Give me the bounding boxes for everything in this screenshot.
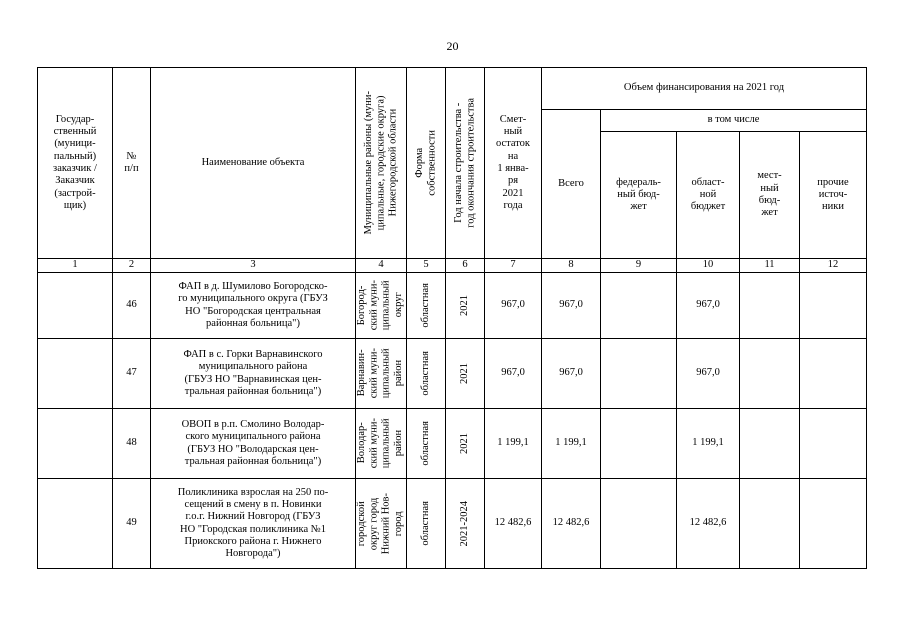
text-line: го муниципального округа (ГБУЗ — [178, 293, 328, 305]
district-text — [356, 493, 405, 554]
text-line: район — [393, 360, 405, 387]
text-line: Нижний Нов- — [381, 492, 392, 555]
text-line: ципальный — [381, 280, 392, 331]
table-row — [38, 479, 867, 569]
text-line: заказчик / — [53, 163, 97, 174]
ownership-cell — [407, 273, 446, 339]
table-row — [38, 409, 867, 479]
ownership-text: областная — [419, 421, 431, 466]
regional-value: 12 482,6 — [677, 479, 740, 569]
text-line: (ГБУЗ НО "Володарская цен- — [187, 443, 319, 455]
column-number: 6 — [446, 259, 485, 273]
header-estimate-text — [487, 114, 539, 212]
text-line: жет — [630, 201, 647, 213]
text-line: округ город — [368, 497, 380, 550]
regional-value: 1 199,1 — [677, 409, 740, 479]
header-ownership — [407, 68, 446, 259]
text-line: ный бюд- — [617, 188, 660, 200]
text-line: ники — [822, 201, 844, 213]
header-total: Всего — [542, 110, 601, 259]
text-line: Приокского района г. Нижнего — [184, 535, 322, 547]
text-line: прочие — [817, 176, 849, 188]
column-number: 11 — [740, 259, 800, 273]
column-number: 8 — [542, 259, 601, 273]
text-line: год окончания строительства — [465, 98, 476, 228]
column-number: 2 — [113, 259, 151, 273]
years-cell — [446, 479, 485, 569]
text-line: Смет- — [499, 113, 527, 125]
years-text: 2021 — [458, 295, 470, 316]
regional-value: 967,0 — [677, 273, 740, 339]
header-no — [113, 68, 151, 259]
text-line: ского муниципального района — [185, 431, 321, 443]
text-line: город — [393, 511, 405, 536]
text-line: НО "Богородская центральная — [185, 305, 321, 317]
row-number: 46 — [113, 273, 151, 339]
text-line: Нижегородской области — [387, 109, 399, 217]
header-estimate — [485, 68, 542, 259]
district-cell — [356, 339, 407, 409]
column-number: 5 — [407, 259, 446, 273]
header-including: в том числе — [601, 110, 867, 132]
row-number: 49 — [113, 479, 151, 569]
header-customer — [38, 68, 113, 259]
text-line: ной — [699, 188, 717, 200]
header-local — [740, 132, 800, 259]
text-line: Варнавин- — [356, 350, 368, 397]
text-line: ципальный — [381, 348, 392, 399]
text-line: ственный — [53, 126, 97, 138]
text-line: собственности — [426, 130, 437, 196]
text-line: Богород- — [356, 285, 368, 326]
text-line: област- — [691, 176, 725, 188]
federal-value — [601, 409, 677, 479]
header-local-text — [742, 170, 797, 219]
estimate-value: 967,0 — [485, 339, 542, 409]
text-line: Поликлиника взрослая на 250 по- — [177, 486, 329, 498]
total-value: 1 199,1 — [542, 409, 601, 479]
row-number: 47 — [113, 339, 151, 409]
ownership-text: областная — [419, 283, 431, 328]
column-number: 10 — [677, 259, 740, 273]
text-line: федераль- — [616, 176, 661, 188]
text-line: ципальные, городские округа) — [374, 95, 386, 231]
text-line: ОВОП в р.п. Смолино Володар- — [181, 418, 325, 430]
district-text — [356, 418, 405, 468]
ownership-text: областная — [419, 351, 431, 396]
federal-value — [601, 339, 677, 409]
text-line: ный — [503, 126, 523, 138]
column-number: 7 — [485, 259, 542, 273]
other-value — [800, 273, 867, 339]
text-line: источ- — [818, 188, 848, 200]
object-name — [151, 479, 356, 569]
text-line: тральная районная больница") — [184, 385, 322, 397]
header-years-text — [453, 98, 478, 228]
text-line: Год начала строительства - — [452, 102, 464, 224]
text-line: ря — [507, 175, 519, 187]
text-line: пальный) — [53, 150, 97, 162]
text-line: п/п — [124, 163, 139, 174]
local-value — [740, 273, 800, 339]
text-line: щик) — [63, 199, 87, 211]
column-number: 12 — [800, 259, 867, 273]
text-line: г.о.г. Нижний Новгород (ГБУЗ — [185, 511, 321, 523]
text-line: ФАП в д. Шумилово Богородско- — [178, 280, 328, 292]
object-name — [151, 409, 356, 479]
district-cell — [356, 273, 407, 339]
text-line: 2021 — [502, 187, 524, 199]
text-line: Муниципальные районы (муни- — [362, 91, 374, 235]
header-ownership-text — [414, 130, 439, 196]
ownership-cell — [407, 479, 446, 569]
customer-cell — [38, 273, 113, 339]
text-line: мест- — [757, 170, 782, 182]
table-row — [38, 339, 867, 409]
header-regional-text — [679, 177, 737, 214]
district-cell — [356, 409, 407, 479]
text-line: Володар- — [356, 422, 368, 465]
funding-table — [37, 67, 867, 569]
object-name — [151, 339, 356, 409]
estimate-value: 1 199,1 — [485, 409, 542, 479]
years-cell — [446, 409, 485, 479]
other-value — [800, 409, 867, 479]
text-line: 1 янва- — [497, 163, 529, 174]
header-districts-text — [363, 91, 400, 234]
header-years — [446, 68, 485, 259]
ownership-cell — [407, 339, 446, 409]
text-line: ский муни- — [368, 348, 380, 399]
years-text: 2021 — [458, 433, 470, 454]
column-number-row — [38, 259, 867, 273]
years-cell — [446, 273, 485, 339]
text-line: бюд- — [758, 195, 781, 206]
customer-cell — [38, 479, 113, 569]
customer-cell — [38, 339, 113, 409]
header-federal — [601, 132, 677, 259]
column-number: 1 — [38, 259, 113, 273]
text-line: НО "Городская поликлиника №1 — [179, 523, 326, 535]
header-no-text — [115, 151, 148, 176]
header-object-name: Наименование объекта — [151, 68, 356, 259]
text-line: район — [393, 430, 405, 457]
column-number: 9 — [601, 259, 677, 273]
other-value — [800, 479, 867, 569]
object-name — [151, 273, 356, 339]
row-number: 48 — [113, 409, 151, 479]
text-line: остаток — [495, 138, 531, 150]
text-line: сещений в смену в п. Новинки — [184, 498, 322, 510]
table-row — [38, 273, 867, 339]
text-line: ский муни- — [368, 418, 380, 469]
text-line: на — [507, 150, 519, 162]
total-value: 967,0 — [542, 273, 601, 339]
header-federal-text — [603, 177, 674, 214]
page-number: 20 — [446, 39, 459, 53]
customer-cell — [38, 409, 113, 479]
text-line: муниципального района — [198, 361, 308, 373]
years-cell — [446, 339, 485, 409]
text-line: Заказчик — [55, 175, 95, 187]
text-line: районная больница") — [206, 317, 300, 329]
text-line: № — [126, 150, 137, 162]
local-value — [740, 479, 800, 569]
text-line: ФАП в с. Горки Варнавинского — [183, 348, 323, 360]
years-text: 2021 — [458, 363, 470, 384]
text-line: Новгорода") — [225, 548, 281, 560]
header-regional — [677, 132, 740, 259]
text-line: (застрой- — [54, 187, 96, 199]
local-value — [740, 409, 800, 479]
total-value: 12 482,6 — [542, 479, 601, 569]
header-other-text — [802, 177, 864, 214]
total-value: 967,0 — [542, 339, 601, 409]
district-text — [356, 280, 405, 330]
text-line: года — [503, 199, 523, 211]
estimate-value: 967,0 — [485, 273, 542, 339]
header-districts — [356, 68, 407, 259]
text-line: ный — [760, 182, 779, 194]
text-line: Государ- — [55, 113, 95, 125]
text-line: ципальный — [381, 418, 392, 469]
text-line: ский муни- — [368, 280, 380, 331]
other-value — [800, 339, 867, 409]
years-text: 2021-2024 — [458, 500, 470, 547]
column-number: 3 — [151, 259, 356, 273]
district-text — [356, 348, 405, 398]
text-line: (муници- — [54, 138, 96, 150]
text-line: жет — [761, 207, 778, 219]
federal-value — [601, 479, 677, 569]
text-line: округ — [393, 292, 405, 319]
district-cell — [356, 479, 407, 569]
ownership-text: областная — [419, 501, 431, 546]
header-customer-text — [40, 114, 110, 212]
text-line: бюджет — [690, 201, 726, 213]
regional-value: 967,0 — [677, 339, 740, 409]
header-funding-title: Объем финансирования на 2021 год — [542, 68, 867, 110]
estimate-value: 12 482,6 — [485, 479, 542, 569]
text-line: (ГБУЗ НО "Варнавинская цен- — [184, 373, 322, 385]
text-line: тральная районная больница") — [184, 455, 322, 467]
ownership-cell — [407, 409, 446, 479]
text-line: Форма — [413, 148, 425, 178]
text-line: городской — [356, 501, 368, 546]
column-number: 4 — [356, 259, 407, 273]
federal-value — [601, 273, 677, 339]
local-value — [740, 339, 800, 409]
header-other — [800, 132, 867, 259]
